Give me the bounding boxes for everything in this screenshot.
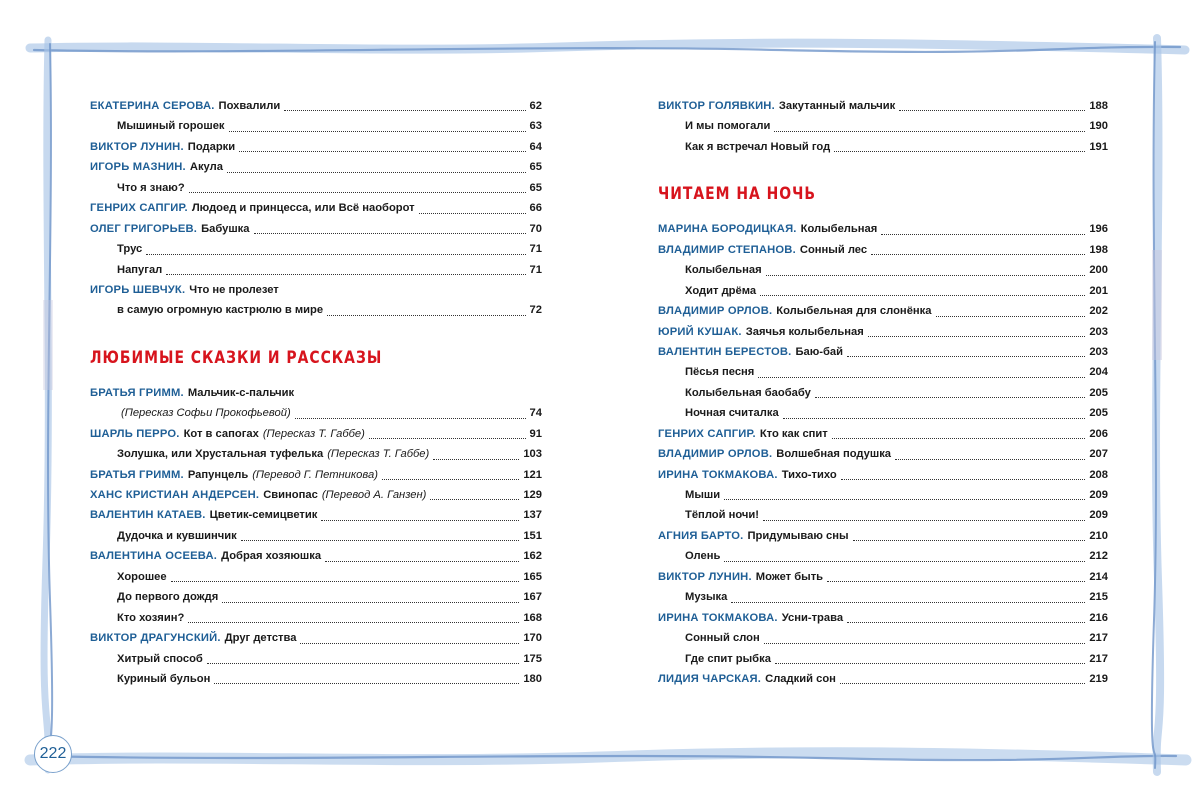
toc-entry	[658, 649, 1108, 669]
toc-author: ЕКАТЕРИНА СЕРОВА.	[90, 100, 215, 112]
toc-title: Колыбельная	[685, 264, 762, 277]
toc-entry	[658, 137, 1108, 157]
toc-leader-dots	[254, 233, 526, 234]
toc-note: (Перевод Г. Петникова)	[252, 468, 378, 481]
toc-title: Кот в сапогах	[183, 427, 259, 440]
toc-page-number: 217	[1089, 652, 1108, 665]
toc-page-number: 210	[1089, 529, 1108, 542]
toc-right-column	[658, 96, 1108, 689]
toc-page-number: 209	[1089, 509, 1108, 522]
toc-page-number: 62	[529, 100, 542, 112]
toc-page-number: 201	[1089, 284, 1108, 297]
toc-page-number: 188	[1089, 100, 1108, 112]
toc-leader-dots	[853, 540, 1086, 541]
toc-title: Пёсья песня	[685, 366, 755, 379]
toc-title: Куриный бульон	[117, 672, 211, 685]
toc-entry	[90, 587, 542, 607]
toc-entry	[658, 444, 1108, 464]
toc-entry	[90, 280, 542, 300]
toc-title: Добрая хозяюшка	[221, 550, 322, 563]
toc-leader-dots	[284, 110, 525, 111]
toc-leader-dots	[841, 479, 1086, 480]
toc-entry	[658, 587, 1108, 607]
toc-entry	[658, 403, 1108, 423]
toc-leader-dots	[419, 213, 526, 214]
toc-entry	[90, 219, 542, 239]
toc-leader-dots	[834, 151, 1085, 152]
toc-title: Бабушка	[201, 222, 250, 235]
toc-leader-dots	[847, 622, 1085, 623]
toc-entry	[658, 96, 1108, 116]
toc-leader-dots	[300, 643, 519, 644]
toc-entry	[658, 301, 1108, 321]
toc-title: в самую огромную кастрюлю в мире	[117, 304, 324, 317]
toc-entry	[90, 383, 542, 403]
toc-page-number: 129	[523, 489, 542, 501]
toc-title: Сонный слон	[685, 632, 760, 645]
toc-author: ВИКТОР ЛУНИН.	[90, 140, 184, 153]
toc-entry	[90, 567, 542, 587]
toc-entry	[90, 424, 542, 444]
toc-title: Колыбельная	[800, 223, 878, 236]
toc-entry	[658, 465, 1108, 485]
toc-page-number: 214	[1089, 570, 1108, 583]
toc-page-number: 66	[529, 202, 542, 215]
toc-page-number: 212	[1089, 550, 1108, 563]
toc-page-number: 205	[1089, 386, 1108, 399]
toc-entry	[658, 546, 1108, 566]
toc-author: ИРИНА ТОКМАКОВА.	[658, 611, 778, 624]
toc-page-number: 198	[1089, 243, 1108, 256]
toc-page-number: 190	[1089, 120, 1108, 133]
toc-note: (Пересказ Т. Габбе)	[327, 448, 430, 461]
toc-page-number: 71	[529, 263, 542, 276]
toc-entry	[658, 322, 1108, 342]
toc-author: ЮРИЙ КУШАК.	[658, 325, 742, 338]
toc-entry	[658, 240, 1108, 260]
toc-title: Тихо-тихо	[781, 468, 837, 481]
toc-title: Мышиный горошек	[117, 120, 225, 133]
toc-title: Свинопас	[263, 489, 318, 501]
toc-page-number: 162	[523, 550, 542, 563]
toc-page-number: 91	[529, 427, 542, 440]
toc-entry	[90, 608, 542, 628]
toc-right-top-list	[658, 96, 1108, 157]
toc-page-number: 205	[1089, 407, 1108, 420]
toc-leader-dots	[775, 663, 1085, 664]
toc-entry	[658, 526, 1108, 546]
toc-page-number: 71	[529, 243, 542, 256]
toc-left-bottom-list	[90, 383, 542, 690]
toc-left-top-list	[90, 96, 542, 321]
toc-leader-dots	[171, 581, 520, 582]
toc-title: Придумываю сны	[747, 529, 849, 542]
toc-entry	[90, 137, 542, 157]
toc-entry	[658, 116, 1108, 136]
toc-left-column	[90, 96, 542, 689]
toc-page-number: 64	[529, 140, 542, 153]
toc-title: Мальчик-с-пальчик	[187, 386, 295, 399]
toc-title: Где спит рыбка	[685, 652, 771, 665]
toc-author: ШАРЛЬ ПЕРРО.	[90, 427, 180, 440]
toc-author: ГЕНРИХ САПГИР.	[90, 202, 188, 215]
toc-title: Рапунцель	[187, 468, 249, 481]
toc-entry	[658, 505, 1108, 525]
toc-entry	[90, 260, 542, 280]
toc-author: БРАТЬЯ ГРИММ.	[90, 468, 184, 481]
toc-entry	[658, 383, 1108, 403]
toc-page-number: 215	[1089, 591, 1108, 604]
toc-title: Напугал	[117, 263, 163, 276]
toc-note: (Пересказ Софьи Прокофьевой)	[121, 407, 291, 420]
toc-page-number: 175	[523, 652, 542, 665]
toc-leader-dots	[207, 663, 520, 664]
toc-leader-dots	[783, 418, 1086, 419]
toc-leader-dots	[222, 602, 519, 603]
toc-author: ГЕНРИХ САПГИР.	[658, 427, 756, 440]
toc-leader-dots	[214, 683, 519, 684]
toc-page-number: 207	[1089, 448, 1108, 461]
toc-leader-dots	[763, 520, 1085, 521]
toc-entry	[90, 444, 542, 464]
toc-leader-dots	[321, 520, 519, 521]
toc-page-number: 137	[523, 509, 542, 522]
toc-entry	[90, 96, 542, 116]
toc-leader-dots	[731, 602, 1085, 603]
toc-page-number: 202	[1089, 305, 1108, 318]
toc-title: Сладкий сон	[765, 672, 836, 685]
toc-page-number: 196	[1089, 223, 1108, 236]
toc-leader-dots	[724, 499, 1085, 500]
toc-page-number: 203	[1089, 345, 1108, 358]
toc-entry	[90, 178, 542, 198]
toc-leader-dots	[766, 275, 1086, 276]
toc-author: ВАЛЕНТИНА ОСЕЕВА.	[90, 550, 218, 563]
toc-leader-dots	[382, 479, 519, 480]
toc-entry	[90, 239, 542, 259]
toc-leader-dots	[774, 131, 1085, 132]
toc-author: ВИКТОР ДРАГУНСКИЙ.	[90, 632, 221, 645]
toc-entry	[658, 628, 1108, 648]
toc-entry	[658, 424, 1108, 444]
toc-leader-dots	[239, 151, 525, 152]
toc-page-number: 204	[1089, 366, 1108, 379]
toc-entry	[90, 465, 542, 485]
toc-author: ХАНС КРИСТИАН АНДЕРСЕН.	[90, 489, 260, 501]
section-heading-bedtime: ЧИТАЕМ НА НОЧЬ	[658, 184, 816, 205]
toc-page-number: 74	[529, 407, 542, 420]
toc-entry	[658, 281, 1108, 301]
toc-author: ИГОРЬ МАЗНИН.	[90, 161, 186, 174]
toc-right-bottom-list	[658, 219, 1108, 689]
toc-title: Похвалили	[218, 100, 281, 112]
toc-title: Людоед и принцесса, или Всё наоборот	[191, 202, 415, 215]
toc-leader-dots	[295, 418, 526, 419]
toc-title: Трус	[117, 243, 143, 256]
toc-entry	[658, 608, 1108, 628]
toc-page-number: 65	[529, 161, 542, 174]
toc-title: Что не пролезет	[189, 283, 279, 296]
toc-leader-dots	[241, 540, 520, 541]
toc-leader-dots	[899, 110, 1085, 111]
toc-entry	[658, 669, 1108, 689]
toc-entry	[90, 526, 542, 546]
toc-author: ВАЛЕНТИН БЕРЕСТОВ.	[658, 345, 792, 358]
toc-leader-dots	[227, 172, 526, 173]
toc-page-number: 203	[1089, 325, 1108, 338]
toc-entry	[90, 198, 542, 218]
section-heading-fairy-tales: ЛЮБИМЫЕ СКАЗКИ И РАССКАЗЫ	[90, 347, 383, 368]
toc-note: (Пересказ Т. Габбе)	[262, 427, 365, 440]
toc-page-number: 151	[523, 529, 542, 542]
toc-title: Подарки	[187, 140, 236, 153]
toc-page-number: 72	[529, 304, 542, 317]
toc-title: И мы помогали	[685, 120, 771, 133]
toc-title: Ходит дрёма	[685, 284, 757, 297]
toc-leader-dots	[166, 274, 525, 275]
toc-title: Тёплой ночи!	[685, 509, 760, 522]
toc-author: ВЛАДИМИР ОРЛОВ.	[658, 448, 773, 461]
toc-page-number: 167	[523, 591, 542, 604]
toc-leader-dots	[758, 377, 1085, 378]
toc-page-number: 70	[529, 222, 542, 235]
toc-title: Кто как спит	[759, 427, 828, 440]
toc-page-number: 219	[1089, 672, 1108, 685]
toc-page-number: 216	[1089, 611, 1108, 624]
toc-leader-dots	[881, 234, 1085, 235]
toc-entry	[90, 649, 542, 669]
toc-author: ИГОРЬ ШЕВЧУК.	[90, 283, 186, 296]
toc-page-number: 65	[529, 181, 542, 194]
toc-leader-dots	[189, 192, 526, 193]
toc-author: ВЛАДИМИР СТЕПАНОВ.	[658, 243, 796, 256]
toc-leader-dots	[847, 356, 1085, 357]
toc-title: Заячья колыбельная	[745, 325, 864, 338]
toc-title: Друг детства	[224, 632, 297, 645]
toc-title: Золушка, или Хрустальная туфелька	[117, 448, 324, 461]
toc-page-number: 121	[523, 468, 542, 481]
toc-title: Баю-бай	[795, 345, 844, 358]
toc-title: Колыбельная баобабу	[685, 386, 811, 399]
toc-leader-dots	[325, 561, 519, 562]
toc-title: Колыбельная для слонёнка	[776, 305, 932, 318]
toc-leader-dots	[832, 438, 1086, 439]
toc-page-number: 103	[523, 448, 542, 461]
toc-entry	[658, 260, 1108, 280]
toc-title: Дудочка и кувшинчик	[117, 529, 237, 542]
toc-title: Кто хозяин?	[117, 611, 185, 624]
toc-page-number: 208	[1089, 468, 1108, 481]
toc-title: Сонный лес	[799, 243, 868, 256]
toc-title: Как я встречал Новый год	[685, 140, 831, 153]
toc-entry	[90, 505, 542, 525]
toc-leader-dots	[815, 397, 1085, 398]
toc-leader-dots	[871, 254, 1085, 255]
toc-page-number: 217	[1089, 632, 1108, 645]
toc-leader-dots	[764, 643, 1086, 644]
toc-entry	[90, 157, 542, 177]
toc-entry	[658, 219, 1108, 239]
toc-entry	[90, 546, 542, 566]
toc-title: Ночная считалка	[685, 407, 779, 420]
toc-author: МАРИНА БОРОДИЦКАЯ.	[658, 223, 797, 236]
page-number: 222	[39, 745, 67, 762]
toc-leader-dots	[188, 622, 519, 623]
toc-entry	[90, 403, 542, 423]
toc-entry	[90, 485, 542, 505]
toc-entry	[658, 362, 1108, 382]
toc-leader-dots	[369, 438, 526, 439]
toc-author: ЛИДИЯ ЧАРСКАЯ.	[658, 672, 762, 685]
toc-note: (Перевод А. Ганзен)	[321, 489, 427, 501]
toc-entry	[658, 342, 1108, 362]
toc-page-number: 180	[523, 672, 542, 685]
toc-author: ВИКТОР ГОЛЯВКИН.	[658, 100, 775, 112]
toc-entry	[658, 567, 1108, 587]
toc-leader-dots	[724, 561, 1085, 562]
toc-page-number: 209	[1089, 489, 1108, 501]
toc-page-number: 191	[1089, 140, 1108, 153]
toc-author: ВЛАДИМИР ОРЛОВ.	[658, 305, 773, 318]
toc-entry	[90, 300, 542, 320]
toc-leader-dots	[895, 459, 1085, 460]
toc-leader-dots	[229, 131, 526, 132]
toc-entry	[90, 669, 542, 689]
toc-author: АГНИЯ БАРТО.	[658, 529, 744, 542]
toc-page-number: 165	[523, 570, 542, 583]
toc-title: Акула	[189, 161, 223, 174]
toc-page-number: 206	[1089, 427, 1108, 440]
toc-entry	[90, 116, 542, 136]
toc-title: До первого дождя	[117, 591, 219, 604]
toc-title: Волшебная подушка	[776, 448, 892, 461]
toc-leader-dots	[430, 499, 519, 500]
toc-entry	[658, 485, 1108, 505]
toc-title: Что я знаю?	[117, 181, 185, 194]
toc-page-number: 168	[523, 611, 542, 624]
toc-title: Закутанный мальчик	[778, 100, 896, 112]
toc-leader-dots	[760, 295, 1085, 296]
toc-leader-dots	[433, 459, 519, 460]
toc-entry	[90, 628, 542, 648]
toc-author: ИРИНА ТОКМАКОВА.	[658, 468, 778, 481]
toc-page-number: 170	[523, 632, 542, 645]
toc-title: Усни-трава	[781, 611, 844, 624]
toc-page-number: 63	[529, 120, 542, 133]
toc-leader-dots	[327, 315, 525, 316]
toc-page-number: 200	[1089, 264, 1108, 277]
toc-author: ВАЛЕНТИН КАТАЕВ.	[90, 509, 206, 522]
toc-title: Мыши	[685, 489, 721, 501]
toc-leader-dots	[936, 316, 1086, 317]
toc-title: Олень	[685, 550, 721, 563]
toc-leader-dots	[146, 254, 525, 255]
toc-title: Хитрый способ	[117, 652, 203, 665]
toc-title: Цветик-семицветик	[209, 509, 318, 522]
toc-author: ОЛЕГ ГРИГОРЬЕВ.	[90, 222, 198, 235]
toc-author: БРАТЬЯ ГРИММ.	[90, 386, 184, 399]
toc-title: Хорошее	[117, 570, 167, 583]
toc-title: Музыка	[685, 591, 728, 604]
toc-leader-dots	[868, 336, 1086, 337]
toc-leader-dots	[827, 581, 1085, 582]
toc-leader-dots	[840, 683, 1085, 684]
toc-author: ВИКТОР ЛУНИН.	[658, 570, 752, 583]
page-number-badge	[34, 735, 72, 773]
toc-title: Может быть	[755, 570, 824, 583]
